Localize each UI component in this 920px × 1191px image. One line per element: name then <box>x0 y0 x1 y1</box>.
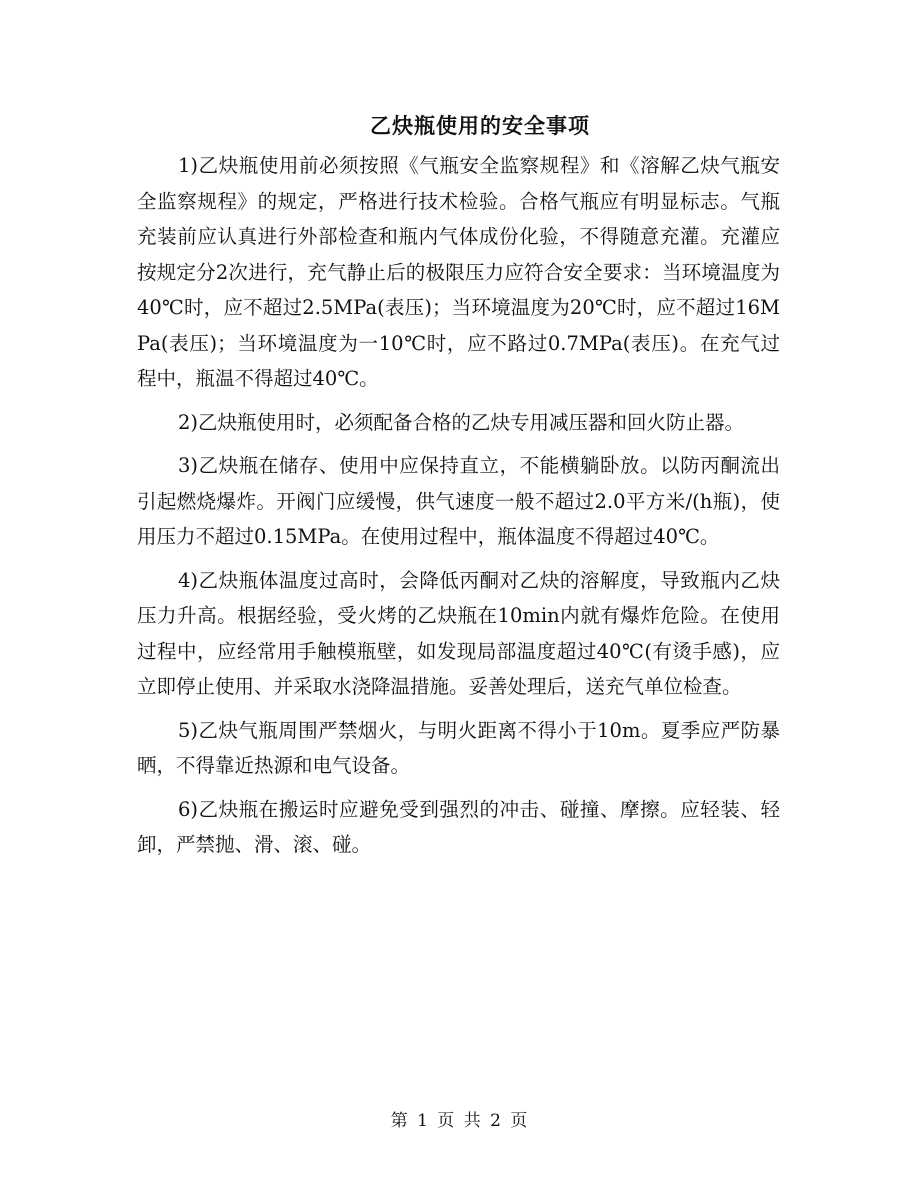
paragraph-3: 3)乙炔瓶在储存、使用中应保持直立，不能横躺卧放。以防丙酮流出引起燃烧爆炸。开阀门应缓慢，供气速度一般不超过2.0平方米/(h瓶)，使用压力不超过0.15MPa。在使用过程中，瓶体温度不得超过40℃。 <box>137 454 780 548</box>
page-number-footer: 第 1 页 共 2 页 <box>390 1111 530 1131</box>
paragraph-1: 1)乙炔瓶使用前必须按照《气瓶安全监察规程》和《溶解乙炔气瓶安全监察规程》的规定，严格进行技术检验。合格气瓶应有明显标志。气瓶充装前应认真进行外部检查和瓶内气体成份化验，不得随意充灌。充灌应按规定分2次进行，充气静止后的极限压力应符合安全要求：当环境温度为40℃时，应不超过2.5MPa(表压)；当环境温度为20℃时，应不超过16MPa(表压)；当环境温度为一10℃时，应不路过0.7MPa(表压)。在充气过程中，瓶温不得超过40℃。 <box>137 154 780 390</box>
paragraph-5: 5)乙炔气瓶周围严禁烟火，与明火距离不得小于10m。夏季应严防暴晒，不得靠近热源和电气设备。 <box>137 718 780 777</box>
document-body <box>137 148 780 871</box>
paragraph-2: 2)乙炔瓶使用时，必须配备合格的乙炔专用减压器和回火防止器。 <box>178 410 745 434</box>
paragraph-4: 4)乙炔瓶体温度过高时，会降低丙酮对乙炔的溶解度，导致瓶内乙炔压力升高。根据经验，受火烤的乙炔瓶在10min内就有爆炸危险。在使用过程中，应经常用手触模瓶壁，如发现局部温度超过40℃(有烫手感)，应立即停止使用、并采取水浇降温措施。妥善处理后，送充气单位检查。 <box>137 568 780 698</box>
document-title: 乙炔瓶使用的安全事项 <box>370 113 590 138</box>
paragraph-6: 6)乙炔瓶在搬运时应避免受到强烈的冲击、碰撞、摩擦。应轻装、轻卸，严禁抛、滑、滚、碰。 <box>137 797 780 856</box>
